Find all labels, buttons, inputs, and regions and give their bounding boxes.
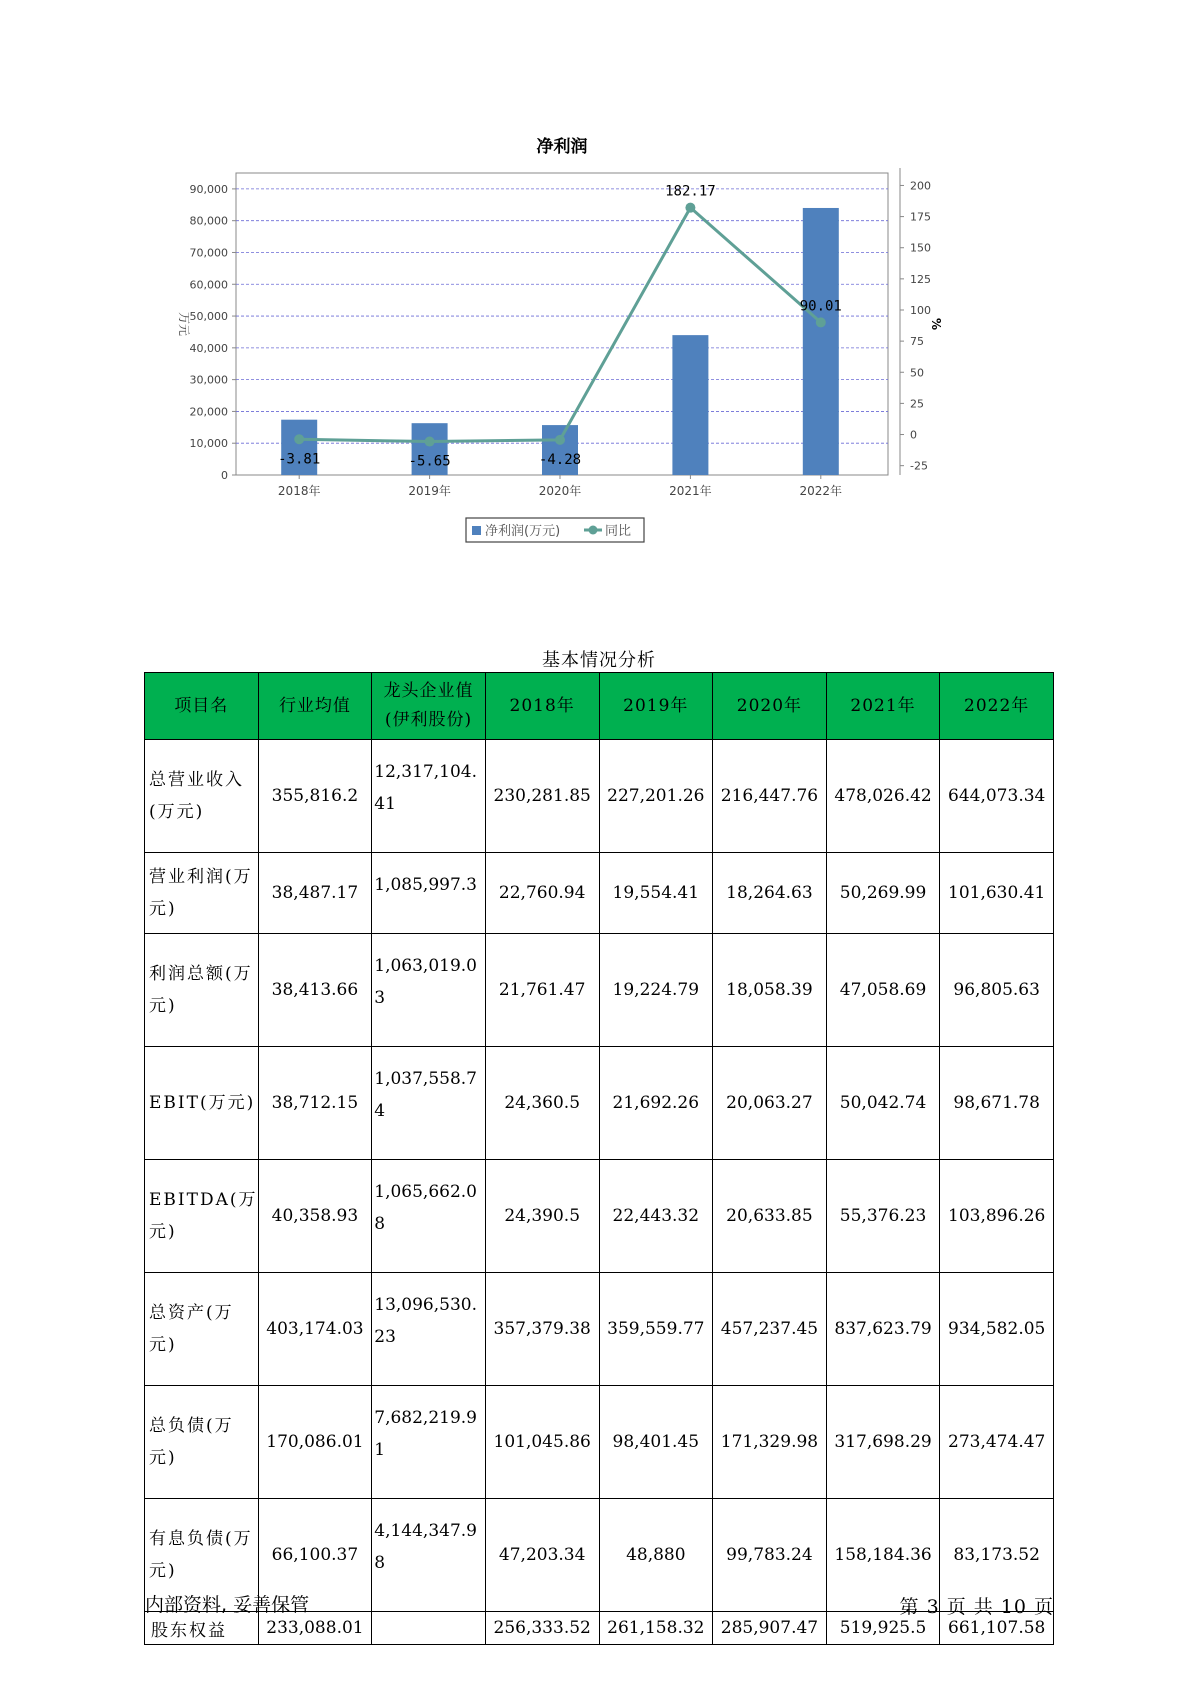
point-yoy — [294, 434, 304, 444]
x-tick-label: 2021年 — [669, 484, 712, 498]
header-cell: 2018年 — [485, 673, 599, 740]
row-label-cell: 总负债(万元) — [145, 1386, 259, 1499]
header-cell: 2022年 — [940, 673, 1054, 740]
legend-swatch-bar — [472, 526, 481, 535]
table-cell: 22,443.32 — [599, 1160, 713, 1273]
header-cell: 龙头企业值(伊利股份) — [372, 673, 486, 740]
y-tick-label: 0 — [221, 469, 228, 482]
basic-analysis-table — [144, 672, 1054, 1645]
table-cell: 273,474.47 — [940, 1386, 1054, 1499]
table-cell: 355,816.2 — [258, 740, 372, 853]
data-label-yoy: -4.28 — [538, 451, 582, 468]
y2-tick-label: 25 — [910, 397, 924, 411]
header-cell: 行业均值 — [258, 673, 372, 740]
table-cell: 22,760.94 — [485, 853, 599, 934]
table-cell: 38,487.17 — [258, 853, 372, 934]
table-body — [145, 740, 1054, 1645]
table-cell: 158,184.36 — [826, 1499, 940, 1612]
table-cell: 18,058.39 — [713, 934, 827, 1047]
x-tick-label: 2019年 — [408, 484, 451, 498]
table-cell: 21,761.47 — [485, 934, 599, 1047]
x-tick-label: 2022年 — [799, 484, 843, 498]
x-tick-label: 2020年 — [538, 484, 582, 498]
table-cell: 317,698.29 — [826, 1386, 940, 1499]
row-label-cell: 总营业收入(万元) — [145, 740, 259, 853]
table-cell: 1,065,662.08 — [372, 1160, 486, 1273]
table-cell: 103,896.26 — [940, 1160, 1054, 1273]
y2-tick-label: 75 — [910, 335, 924, 349]
table-cell: 50,042.74 — [826, 1047, 940, 1160]
table-cell: 230,281.85 — [485, 740, 599, 853]
table-row — [145, 740, 1054, 853]
table-cell: 1,037,558.74 — [372, 1047, 486, 1160]
table-cell: 661,107.58 — [940, 1612, 1054, 1645]
table-header-row — [145, 673, 1054, 740]
footer-confidential: 内部资料, 妥善保管 — [145, 1594, 310, 1616]
table-cell: 1,063,019.03 — [372, 934, 486, 1047]
table-cell: 519,925.5 — [826, 1612, 940, 1645]
table-cell: 13,096,530.23 — [372, 1273, 486, 1386]
y-tick-label: 90,000 — [189, 182, 228, 196]
legend-swatch-point — [589, 526, 598, 535]
header-cell: 项目名 — [145, 673, 259, 740]
header-cell: 2021年 — [826, 673, 940, 740]
y-tick-label: 70,000 — [189, 246, 228, 260]
point-yoy — [685, 203, 695, 213]
table-cell: 1,085,997.3 — [372, 853, 486, 934]
row-label-cell: 股东权益 — [145, 1612, 259, 1645]
y2-tick-label: -25 — [910, 459, 928, 473]
table-cell: 285,907.47 — [713, 1612, 827, 1645]
table-cell: 18,264.63 — [713, 853, 827, 934]
table-cell: 7,682,219.91 — [372, 1386, 486, 1499]
header-cell: 2020年 — [713, 673, 827, 740]
row-label-cell: EBITDA(万元) — [145, 1160, 259, 1273]
y2-tick-label: 175 — [910, 210, 931, 224]
data-label-yoy: -3.81 — [278, 451, 321, 468]
table-cell: 83,173.52 — [940, 1499, 1054, 1612]
legend-label-line: 同比 — [605, 524, 632, 539]
bar-net-profit — [803, 208, 839, 475]
table-cell: 98,401.45 — [599, 1386, 713, 1499]
y2-tick-label: 0 — [910, 428, 917, 442]
table-cell: 644,073.34 — [940, 740, 1054, 853]
y2-tick-label: 200 — [910, 179, 931, 193]
table-cell: 12,317,104.41 — [372, 740, 486, 853]
table-cell: 227,201.26 — [599, 740, 713, 853]
row-label-cell: 总资产(万元) — [145, 1273, 259, 1386]
data-label-yoy: 182.17 — [665, 183, 716, 200]
table-cell: 21,692.26 — [599, 1047, 713, 1160]
y-tick-label: 20,000 — [189, 405, 228, 419]
y2-tick-label: 50 — [910, 366, 924, 380]
table-cell — [372, 1612, 486, 1645]
row-label-cell: EBIT(万元) — [145, 1047, 259, 1160]
table-cell: 55,376.23 — [826, 1160, 940, 1273]
table-row — [145, 1386, 1054, 1499]
legend-label-bar: 净利润(万元) — [485, 524, 561, 539]
table-cell: 38,712.15 — [258, 1047, 372, 1160]
y-tick-label: 50,000 — [189, 310, 228, 324]
table-cell: 261,158.32 — [599, 1612, 713, 1645]
table-cell: 233,088.01 — [258, 1612, 372, 1645]
table-cell: 50,269.99 — [826, 853, 940, 934]
y-tick-label: 10,000 — [189, 437, 228, 451]
table-cell: 101,630.41 — [940, 853, 1054, 934]
table-cell: 96,805.63 — [940, 934, 1054, 1047]
table-row — [145, 853, 1054, 934]
table-cell: 357,379.38 — [485, 1273, 599, 1386]
table-cell: 38,413.66 — [258, 934, 372, 1047]
table-cell: 47,203.34 — [485, 1499, 599, 1612]
table-cell: 171,329.98 — [713, 1386, 827, 1499]
row-label-cell: 利润总额(万元) — [145, 934, 259, 1047]
line-yoy — [299, 208, 821, 442]
table-row — [145, 934, 1054, 1047]
table-cell: 359,559.77 — [599, 1273, 713, 1386]
table-cell: 48,880 — [599, 1499, 713, 1612]
table-cell: 4,144,347.98 — [372, 1499, 486, 1612]
table-cell: 24,360.5 — [485, 1047, 599, 1160]
table-cell: 934,582.05 — [940, 1273, 1054, 1386]
table-cell: 478,026.42 — [826, 740, 940, 853]
bar-net-profit — [672, 335, 708, 475]
table-cell: 19,224.79 — [599, 934, 713, 1047]
chart-svg — [150, 130, 1050, 600]
y-axis-label: 万元 — [177, 311, 191, 337]
row-label-cell: 营业利润(万元) — [145, 853, 259, 934]
table-cell: 24,390.5 — [485, 1160, 599, 1273]
y2-tick-label: 125 — [910, 272, 931, 286]
point-yoy — [555, 435, 565, 445]
y-tick-label: 30,000 — [189, 373, 228, 387]
y-tick-label: 80,000 — [189, 214, 228, 228]
y2-axis-label: % — [929, 317, 943, 331]
data-label-yoy: -5.65 — [408, 453, 451, 470]
table-cell: 837,623.79 — [826, 1273, 940, 1386]
table-cell: 40,358.93 — [258, 1160, 372, 1273]
table-cell: 20,063.27 — [713, 1047, 827, 1160]
table-row — [145, 1273, 1054, 1386]
table-cell: 256,333.52 — [485, 1612, 599, 1645]
table-cell: 457,237.45 — [713, 1273, 827, 1386]
net-profit-chart — [150, 130, 1050, 600]
row-label-cell: 有息负债(万元) — [145, 1499, 259, 1612]
data-label-yoy: 90.01 — [799, 298, 842, 315]
table-cell: 47,058.69 — [826, 934, 940, 1047]
y2-tick-label: 100 — [910, 303, 931, 317]
table-cell: 99,783.24 — [713, 1499, 827, 1612]
y-tick-label: 40,000 — [189, 341, 228, 355]
y-tick-label: 60,000 — [189, 278, 228, 292]
header-cell: 2019年 — [599, 673, 713, 740]
footer-page-number: 第 3 页 共 10 页 — [899, 1596, 1054, 1618]
table-cell: 170,086.01 — [258, 1386, 372, 1499]
point-yoy — [425, 437, 435, 447]
table-cell: 101,045.86 — [485, 1386, 599, 1499]
table-row — [145, 1047, 1054, 1160]
chart-title: 净利润 — [536, 137, 588, 157]
x-tick-label: 2018年 — [277, 484, 321, 498]
table-cell: 403,174.03 — [258, 1273, 372, 1386]
table-cell: 19,554.41 — [599, 853, 713, 934]
table-cell: 20,633.85 — [713, 1160, 827, 1273]
table-row — [145, 1160, 1054, 1273]
table-cell: 66,100.37 — [258, 1499, 372, 1612]
table-cell: 216,447.76 — [713, 740, 827, 853]
y2-tick-label: 150 — [910, 241, 931, 255]
point-yoy — [816, 317, 826, 327]
table-caption: 基本情况分析 — [542, 650, 656, 671]
table-cell: 98,671.78 — [940, 1047, 1054, 1160]
